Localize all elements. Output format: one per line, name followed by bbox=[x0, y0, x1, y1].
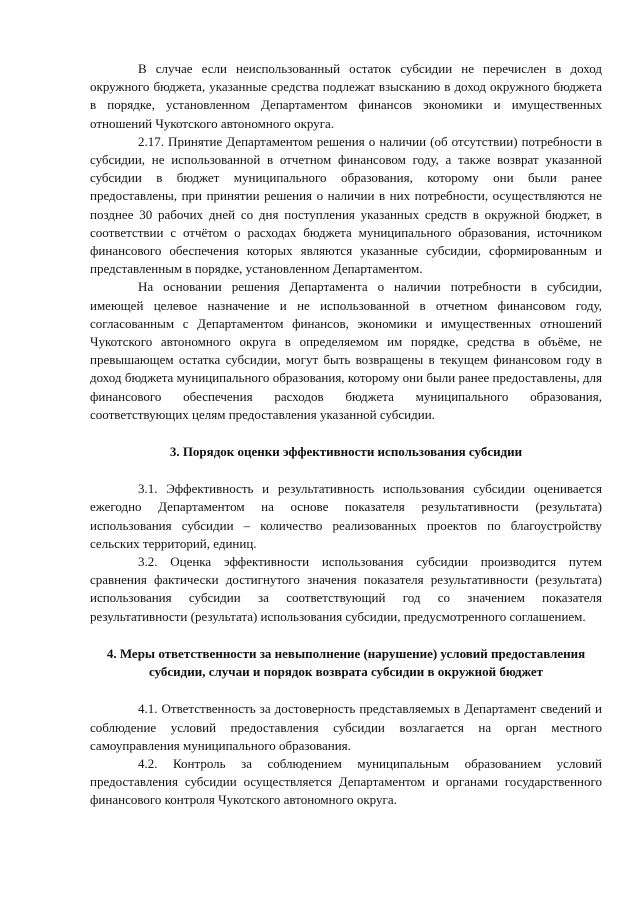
paragraph-3-2: 3.2. Оценка эффективности использования субсидии производится путем сравнения фактически достигнутого значения показателя результативности (результата) использования субсидии за соответствующий год со значением показателя результативности (результата) использования субсидии, предусмотренного соглашением. bbox=[90, 554, 602, 624]
spacer bbox=[90, 461, 602, 480]
paragraph-4-1: 4.1. Ответственность за достоверность представляемых в Департамент сведений и соблюдение условий предоставления субсидии возлагается на орган местного самоуправления муниципального образования. bbox=[90, 701, 602, 753]
section-3-heading: 3. Порядок оценки эффективности использования субсидии bbox=[169, 444, 523, 460]
document-page bbox=[90, 60, 602, 810]
paragraph-4-2: 4.2. Контроль за соблюдением муниципальным образованием условий предоставления субсидии осуществляется Департаментом и органами государственного финансового контроля Чукотского автономного округа. bbox=[90, 755, 602, 808]
paragraph-department-decision: На основании решения Департамента о наличии потребности в субсидии, имеющей целевое назначение и не использованной в отчетном финансовом году, согласованным с Департаментом финансов, экономики и имущественных отношений Чукотского автономного округа в определяемом им порядке, средства в объёме, не превышающем остатка субсидии, могут быть возвращены в текущем финансовом году в доход бюджета муниципального образования, которому они были ранее предоставлены, для финансового обеспечения расходов бюджета муниципального образования, соответствующих целям предоставления указанной субсидии. bbox=[90, 279, 602, 422]
paragraph-3-1: 3.1. Эффективность и результативность использования субсидии оценивается ежегодно Департаментом на основе показателя результативности (результата) использования субсидии – количество реализованных проектов по благоустройству сельских территорий, единиц. bbox=[90, 481, 602, 551]
spacer bbox=[90, 424, 602, 443]
paragraph-2-17: 2.17. Принятие Департаментом решения о наличии (об отсутствии) потребности в субсидии, не использованной в отчетном финансовом году, а также возврат указанной субсидии в бюджет муниципального образования, которому они были ранее предоставлены, при принятии решения о наличии в них потребности, осуществляются не позднее 30 рабочих дней со дня поступления указанных средств в окружной бюджет, в соответствии с отчётом о расходах бюджета муниципального образования, источником финансового обеспечения которых являются указанные субсидии, сформированным и представленным в порядке, установленном Департаментом. bbox=[90, 133, 602, 277]
paragraph-unused-subsidy-recovery: В случае если неиспользованный остаток субсидии не перечислен в доход окружного бюджета, указанные средства подлежат взысканию в доход окружного бюджета в порядке, установленном Департаментом финансов экономики и имущественных отношений Чукотского автономного округа. bbox=[90, 61, 602, 131]
section-4-heading: 4. Меры ответственности за невыполнение (нарушение) условий предоставления субсидии, случаи и порядок возврата субсидии в окружной бюджет bbox=[106, 645, 586, 680]
spacer bbox=[90, 681, 602, 700]
spacer bbox=[90, 626, 602, 645]
